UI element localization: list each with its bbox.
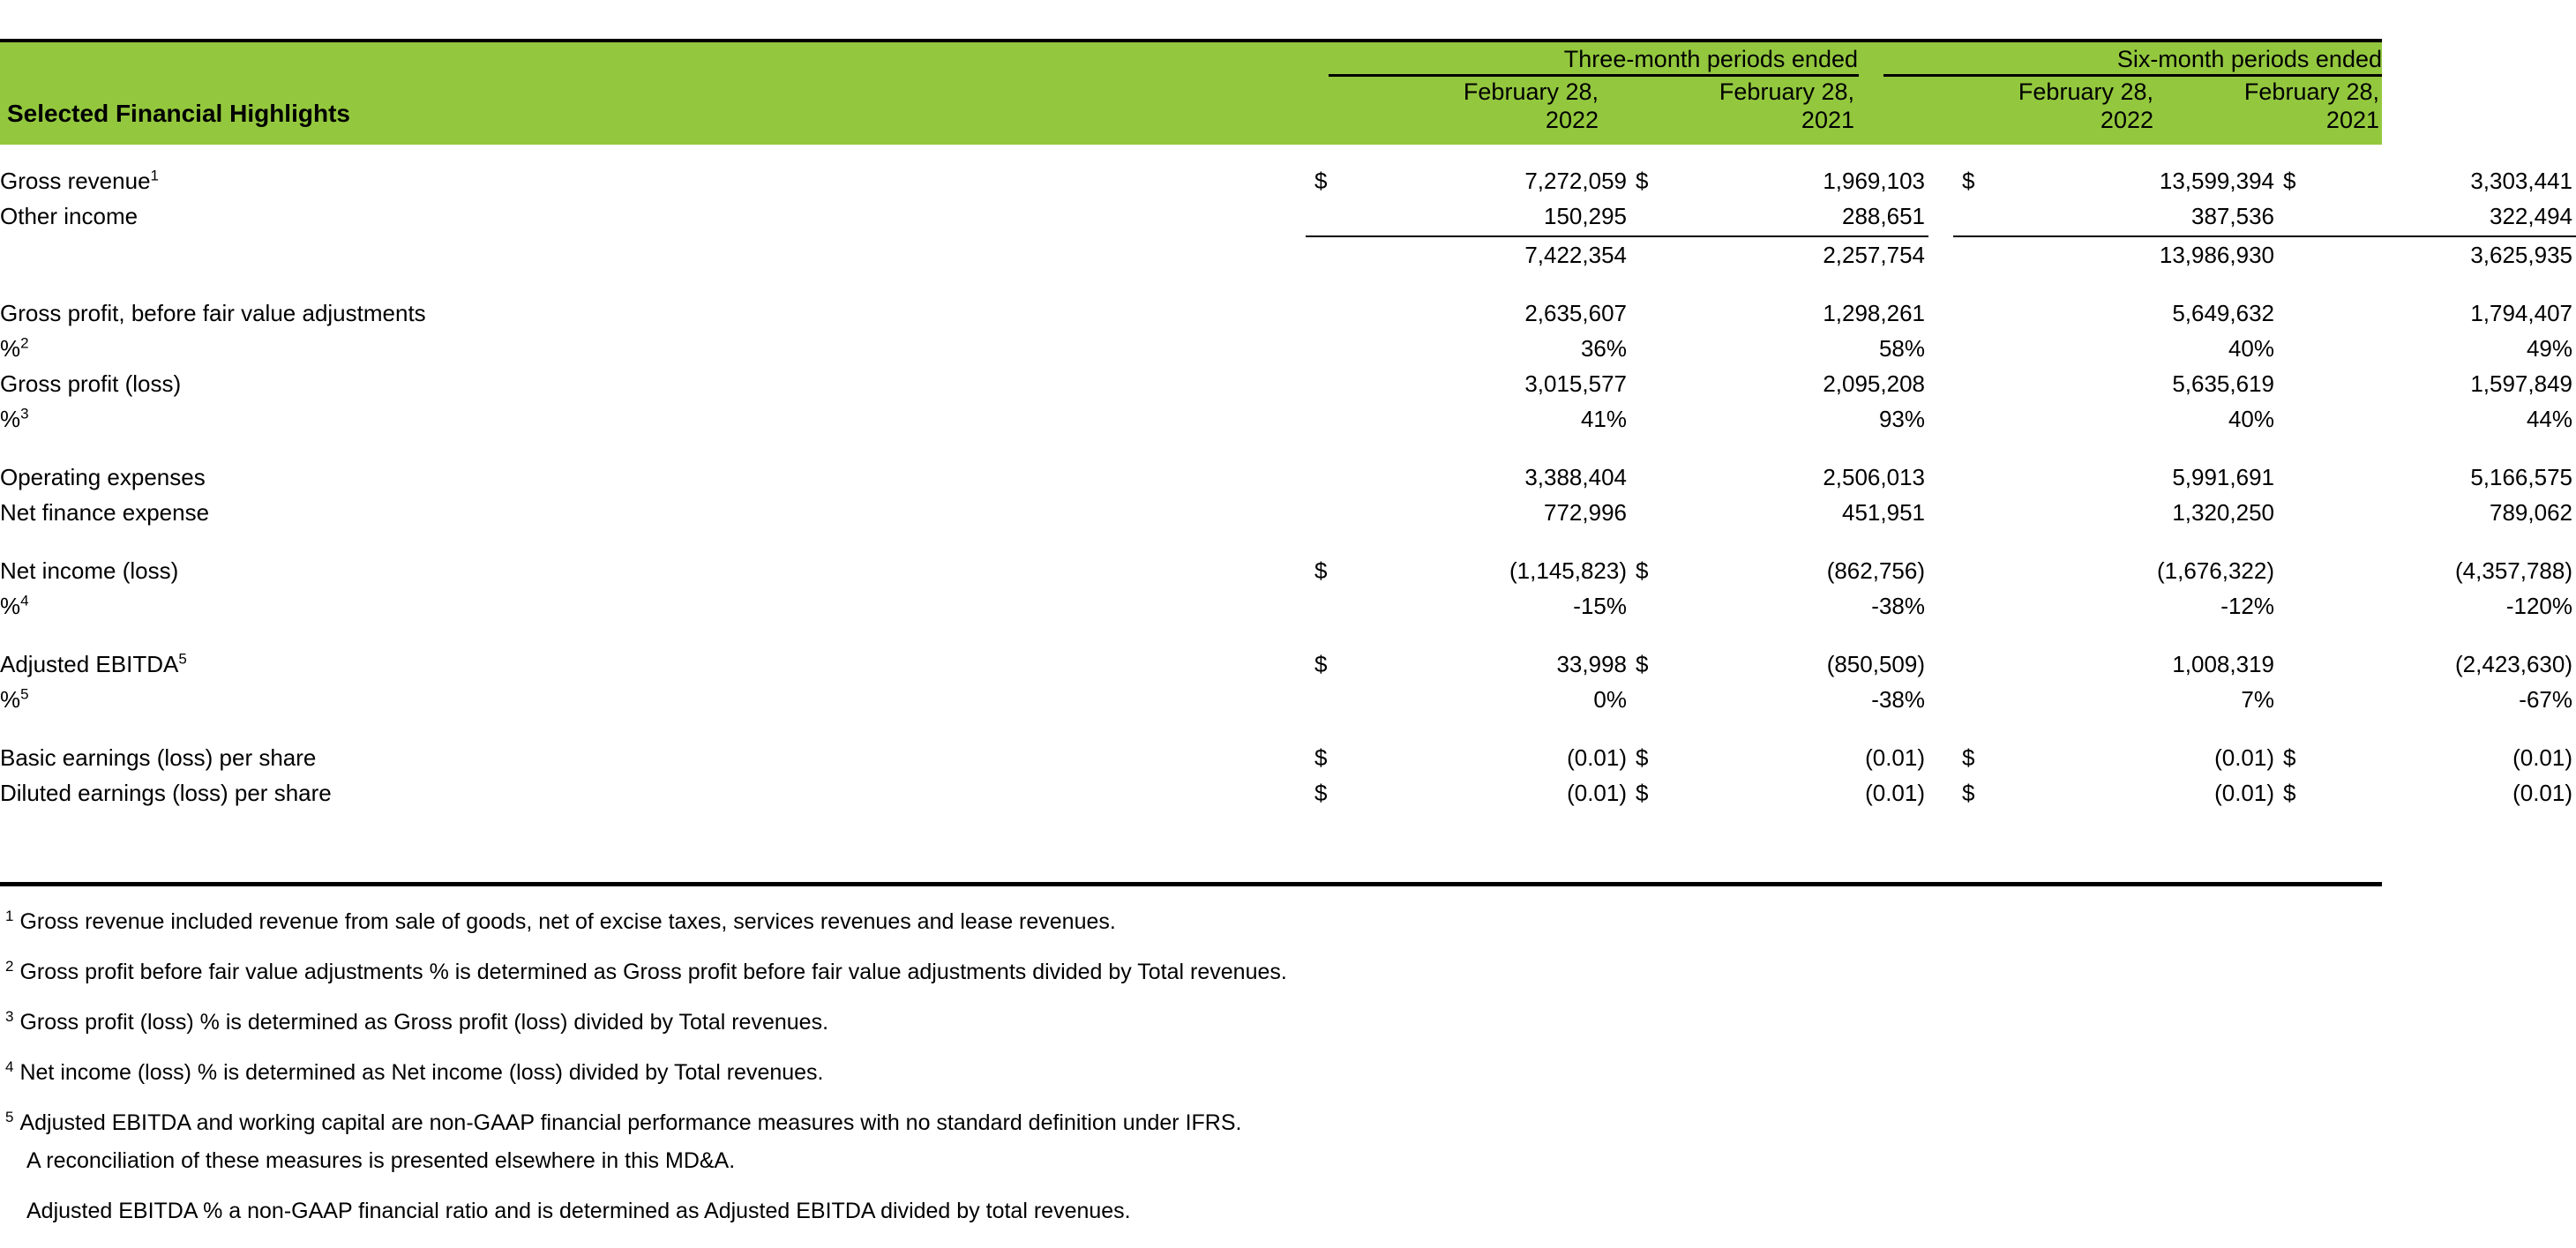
- column-gap: [1928, 198, 1953, 234]
- cell-value: 40%: [2228, 335, 2274, 362]
- cell-value: 41%: [1580, 406, 1627, 432]
- currency-symbol: [1953, 237, 2022, 273]
- column-gap: [1928, 460, 1953, 495]
- rule-spacer: [1928, 234, 1953, 237]
- table-row: [0, 740, 2576, 775]
- cell-value: 1,008,319: [2172, 651, 2274, 677]
- row-label-text: Gross revenue: [0, 168, 151, 194]
- currency-symbol: [1953, 553, 2022, 588]
- currency-symbol: [2278, 682, 2320, 717]
- column-header-4-year: 2021: [2325, 107, 2379, 133]
- cell-value: (4,357,788): [2455, 557, 2572, 584]
- cell-value: 7,272,059: [1524, 168, 1627, 194]
- cell-value: 0%: [1593, 686, 1627, 713]
- row-label-text: %: [0, 406, 21, 432]
- table-row: [0, 682, 2576, 717]
- column-group-six-month: Six-month periods ended: [2116, 46, 2382, 72]
- cell-value: 1,597,849: [2470, 370, 2572, 397]
- cell-value: 58%: [1878, 335, 1925, 362]
- cell-value: 2,257,754: [1823, 242, 1925, 268]
- cell-value: 1,298,261: [1823, 300, 1925, 326]
- currency-symbol: [2278, 331, 2320, 366]
- column-header-1-year: 2022: [1545, 107, 1599, 133]
- row-label-gross-revenue: [0, 163, 1306, 198]
- footnote-ref: 5: [178, 650, 187, 668]
- table-row: [0, 366, 2576, 401]
- currency-symbol: [1953, 495, 2022, 530]
- footnote-text: Gross profit (loss) % is determined as Gross profit (loss) divided by Total revenues.: [19, 1010, 829, 1035]
- table-row: [0, 237, 2576, 273]
- footnote-3: [5, 1009, 2299, 1036]
- column-gap: [1928, 237, 1953, 273]
- column-header-4-month: February 28,: [2243, 78, 2379, 105]
- currency-symbol: [1306, 295, 1374, 331]
- cell-value: 2,506,013: [1823, 464, 1925, 490]
- cell-value: (1,676,322): [2157, 557, 2274, 584]
- cell-value: (0.01): [2512, 744, 2572, 771]
- cell-value: 322,494: [2490, 203, 2572, 229]
- cell-value: 3,015,577: [1524, 370, 1627, 397]
- cell-value: (862,756): [1826, 557, 1925, 584]
- cell-value: (0.01): [2214, 744, 2274, 771]
- currency-symbol: $: [1314, 557, 1328, 584]
- footnote-5-continuation-1: A reconciliation of these measures is presented elsewhere in this MD&A.: [26, 1148, 736, 1173]
- footnote-1: [5, 908, 2299, 936]
- currency-symbol: [1953, 460, 2022, 495]
- currency-symbol: [1306, 198, 1374, 234]
- currency-symbol: [1306, 331, 1374, 366]
- row-label-net-income-loss-pct: [0, 588, 1306, 624]
- subtotal-rule-six-month: [1953, 234, 2576, 237]
- currency-symbol: [1630, 198, 1673, 234]
- financial-table-wrapper: [0, 163, 2572, 811]
- currency-symbol: [1953, 331, 2022, 366]
- currency-symbol: [1306, 401, 1374, 437]
- cell-value: (0.01): [1567, 780, 1627, 806]
- cell-value: -120%: [2505, 593, 2572, 619]
- page-title: Selected Financial Highlights: [7, 100, 350, 127]
- table-row: [0, 588, 2576, 624]
- footnotes-block: [5, 908, 2299, 1248]
- column-gap: [1928, 646, 1953, 682]
- cell-value: -38%: [1871, 686, 1925, 713]
- cell-value: 1,320,250: [2172, 499, 2274, 526]
- footnote-5-continuation-2: Adjusted EBITDA % a non-GAAP financial ratio and is determined as Adjusted EBITDA divided by total revenues.: [26, 1199, 1131, 1223]
- currency-symbol: [1630, 682, 1673, 717]
- table-row: [0, 295, 2576, 331]
- cell-value: 93%: [1878, 406, 1925, 432]
- currency-symbol: [1630, 366, 1673, 401]
- cell-value: 13,599,394: [2159, 168, 2274, 194]
- subtotal-rule-three-month: [1306, 234, 1928, 237]
- cell-value: 5,649,632: [2172, 300, 2274, 326]
- currency-symbol: [1953, 295, 2022, 331]
- footnote-ref: 3: [20, 405, 29, 422]
- cell-value: 13,986,930: [2159, 242, 2274, 268]
- row-label-adjusted-ebitda-pct: [0, 682, 1306, 717]
- column-gap: [1928, 740, 1953, 775]
- cell-value: 387,536: [2191, 203, 2274, 229]
- footnote-ref: 5: [20, 685, 29, 703]
- currency-symbol: [1630, 237, 1673, 273]
- column-header-2-year: 2021: [1801, 107, 1854, 133]
- column-header-3-year: 2022: [2100, 107, 2153, 133]
- subtotal-rule-row: [0, 234, 2576, 237]
- footnote-text: Gross revenue included revenue from sale of goods, net of excise taxes, services revenues and lease revenues.: [19, 909, 1116, 934]
- cell-value: 772,996: [1544, 499, 1627, 526]
- currency-symbol: $: [1314, 651, 1328, 677]
- currency-symbol: [2278, 198, 2320, 234]
- column-gap: [1928, 163, 1953, 198]
- currency-symbol: $: [1636, 780, 1649, 806]
- footnote-4: [5, 1059, 2299, 1087]
- column-gap: [1928, 682, 1953, 717]
- column-header-2-month: February 28,: [1719, 78, 1854, 105]
- cell-value: 5,635,619: [2172, 370, 2274, 397]
- row-label-gross-profit-before-fv-pct: [0, 331, 1306, 366]
- row-label-gross-profit-loss-pct: [0, 401, 1306, 437]
- currency-symbol: [1630, 588, 1673, 624]
- currency-symbol: [1953, 401, 2022, 437]
- currency-symbol: $: [1636, 557, 1649, 584]
- currency-symbol: $: [1314, 744, 1328, 771]
- cell-value: (0.01): [2512, 780, 2572, 806]
- cell-value: 288,651: [1842, 203, 1925, 229]
- table-row: [0, 495, 2576, 530]
- currency-symbol: [2278, 588, 2320, 624]
- currency-symbol: $: [2283, 780, 2296, 806]
- cell-value: -15%: [1573, 593, 1627, 619]
- cell-value: (850,509): [1826, 651, 1925, 677]
- table-row: [0, 401, 2576, 437]
- cell-value: 36%: [1580, 335, 1627, 362]
- cell-value: 150,295: [1544, 203, 1627, 229]
- column-gap: [1928, 331, 1953, 366]
- cell-value: 789,062: [2490, 499, 2572, 526]
- footnote-mark: 5: [5, 1108, 14, 1125]
- row-label-gross-profit-loss: Gross profit (loss): [0, 370, 182, 397]
- cell-value: 5,166,575: [2470, 464, 2572, 490]
- currency-symbol: [1953, 588, 2022, 624]
- cell-value: 2,635,607: [1524, 300, 1627, 326]
- currency-symbol: [1306, 366, 1374, 401]
- column-gap: [1928, 495, 1953, 530]
- footnote-mark: 3: [5, 1007, 14, 1025]
- currency-symbol: [2278, 366, 2320, 401]
- cell-value: (0.01): [1865, 780, 1925, 806]
- row-label-text: %: [0, 686, 21, 713]
- spacer-row: [0, 437, 2576, 460]
- currency-symbol: [2278, 460, 2320, 495]
- currency-symbol: [1630, 401, 1673, 437]
- currency-symbol: $: [1636, 744, 1649, 771]
- column-gap: [1928, 295, 1953, 331]
- currency-symbol: [2278, 401, 2320, 437]
- column-gap: [1928, 401, 1953, 437]
- cell-value: 33,998: [1556, 651, 1627, 677]
- row-label-text: %: [0, 335, 21, 362]
- cell-value: 40%: [2228, 406, 2274, 432]
- currency-symbol: $: [1314, 168, 1328, 194]
- row-label-net-income-loss: Net income (loss): [0, 557, 179, 584]
- table-row: [0, 331, 2576, 366]
- currency-symbol: [1630, 331, 1673, 366]
- currency-symbol: [1306, 495, 1374, 530]
- spacer-row: [0, 273, 2576, 295]
- row-label-net-finance-expense: Net finance expense: [0, 499, 210, 526]
- cell-value: 7%: [2241, 686, 2274, 713]
- cell-value: -67%: [2519, 686, 2572, 713]
- footnote-text: Adjusted EBITDA and working capital are non-GAAP financial performance measures with no standard definition under IFRS.: [19, 1110, 1242, 1135]
- cell-value: (0.01): [1567, 744, 1627, 771]
- cell-value: 3,388,404: [1524, 464, 1627, 490]
- currency-symbol: [2278, 295, 2320, 331]
- footnote-mark: 1: [5, 907, 14, 924]
- cell-value: 1,969,103: [1823, 168, 1925, 194]
- row-label-basic-eps: Basic earnings (loss) per share: [0, 744, 317, 771]
- cell-value: 3,303,441: [2470, 168, 2572, 194]
- financial-table: [0, 163, 2576, 811]
- row-label-text: %: [0, 593, 21, 619]
- row-label-gross-profit-before-fv: Gross profit, before fair value adjustments: [0, 300, 426, 326]
- currency-symbol: [1953, 646, 2022, 682]
- footnote-text: Net income (loss) % is determined as Net income (loss) divided by Total revenues.: [19, 1060, 824, 1085]
- cell-value: 1,794,407: [2470, 300, 2572, 326]
- currency-symbol: $: [1314, 780, 1328, 806]
- footnote-ref: 2: [20, 334, 29, 352]
- table-row: [0, 198, 2576, 234]
- row-label-adjusted-ebitda: [0, 646, 1306, 682]
- table-row: [0, 553, 2576, 588]
- column-group-three-month-rule: [1329, 74, 1859, 77]
- row-label-diluted-eps: Diluted earnings (loss) per share: [0, 780, 332, 806]
- cell-value: (0.01): [1865, 744, 1925, 771]
- currency-symbol: $: [1636, 168, 1649, 194]
- currency-symbol: [1306, 460, 1374, 495]
- cell-value: -12%: [2220, 593, 2274, 619]
- footnote-5: [5, 1110, 2299, 1137]
- footnote-mark: 4: [5, 1057, 14, 1075]
- column-group-six-month-rule: [1883, 74, 2382, 77]
- currency-symbol: $: [1962, 744, 1975, 771]
- cell-value: 7,422,354: [1524, 242, 1627, 268]
- currency-symbol: [1630, 495, 1673, 530]
- column-gap: [1928, 775, 1953, 811]
- currency-symbol: [1306, 588, 1374, 624]
- cell-value: 3,625,935: [2470, 242, 2572, 268]
- footnote-ref: 4: [20, 592, 29, 609]
- footnote-mark: 2: [5, 957, 14, 975]
- cell-value: -38%: [1871, 593, 1925, 619]
- currency-symbol: [2278, 237, 2320, 273]
- currency-symbol: [1953, 198, 2022, 234]
- table-row: [0, 646, 2576, 682]
- row-label-operating-expenses: Operating expenses: [0, 464, 206, 490]
- spacer-row: [0, 624, 2576, 646]
- cell-value: 2,095,208: [1823, 370, 1925, 397]
- row-label-total-revenues: [0, 237, 1306, 273]
- column-header-1-month: February 28,: [1463, 78, 1599, 105]
- row-label-text: Adjusted EBITDA: [0, 651, 179, 677]
- currency-symbol: $: [1962, 168, 1975, 194]
- cell-value: 451,951: [1842, 499, 1925, 526]
- column-group-three-month: Three-month periods ended: [1563, 46, 1858, 72]
- currency-symbol: [1630, 295, 1673, 331]
- column-gap: [1928, 588, 1953, 624]
- cell-value: 49%: [2526, 335, 2572, 362]
- table-row: [0, 163, 2576, 198]
- currency-symbol: [2278, 646, 2320, 682]
- currency-symbol: $: [2283, 744, 2296, 771]
- row-label-other-income: Other income: [0, 203, 139, 229]
- currency-symbol: [1306, 682, 1374, 717]
- spacer-row: [0, 717, 2576, 740]
- column-gap: [1928, 553, 1953, 588]
- currency-symbol: [1953, 366, 2022, 401]
- currency-symbol: $: [1962, 780, 1975, 806]
- footnote-ref: 1: [150, 167, 159, 184]
- currency-symbol: $: [2283, 168, 2296, 194]
- table-row: [0, 460, 2576, 495]
- spacer-row: [0, 530, 2576, 553]
- cell-value: 5,991,691: [2172, 464, 2274, 490]
- cell-value: (0.01): [2214, 780, 2274, 806]
- cell-value: (1,145,823): [1509, 557, 1627, 584]
- table-row: [0, 775, 2576, 811]
- cell-value: 44%: [2526, 406, 2572, 432]
- footnote-2: [5, 959, 2299, 986]
- currency-symbol: [1630, 460, 1673, 495]
- column-header-3-month: February 28,: [2018, 78, 2153, 105]
- cell-value: (2,423,630): [2455, 651, 2572, 677]
- column-gap: [1928, 366, 1953, 401]
- currency-symbol: [1306, 237, 1374, 273]
- currency-symbol: [2278, 553, 2320, 588]
- rule-spacer: [0, 234, 1306, 237]
- table-bottom-rule: [0, 882, 2382, 886]
- currency-symbol: $: [1636, 651, 1649, 677]
- footnote-text: Gross profit before fair value adjustments % is determined as Gross profit before fair value adjustments divided by Total revenues.: [19, 960, 1287, 984]
- currency-symbol: [2278, 495, 2320, 530]
- currency-symbol: [1953, 682, 2022, 717]
